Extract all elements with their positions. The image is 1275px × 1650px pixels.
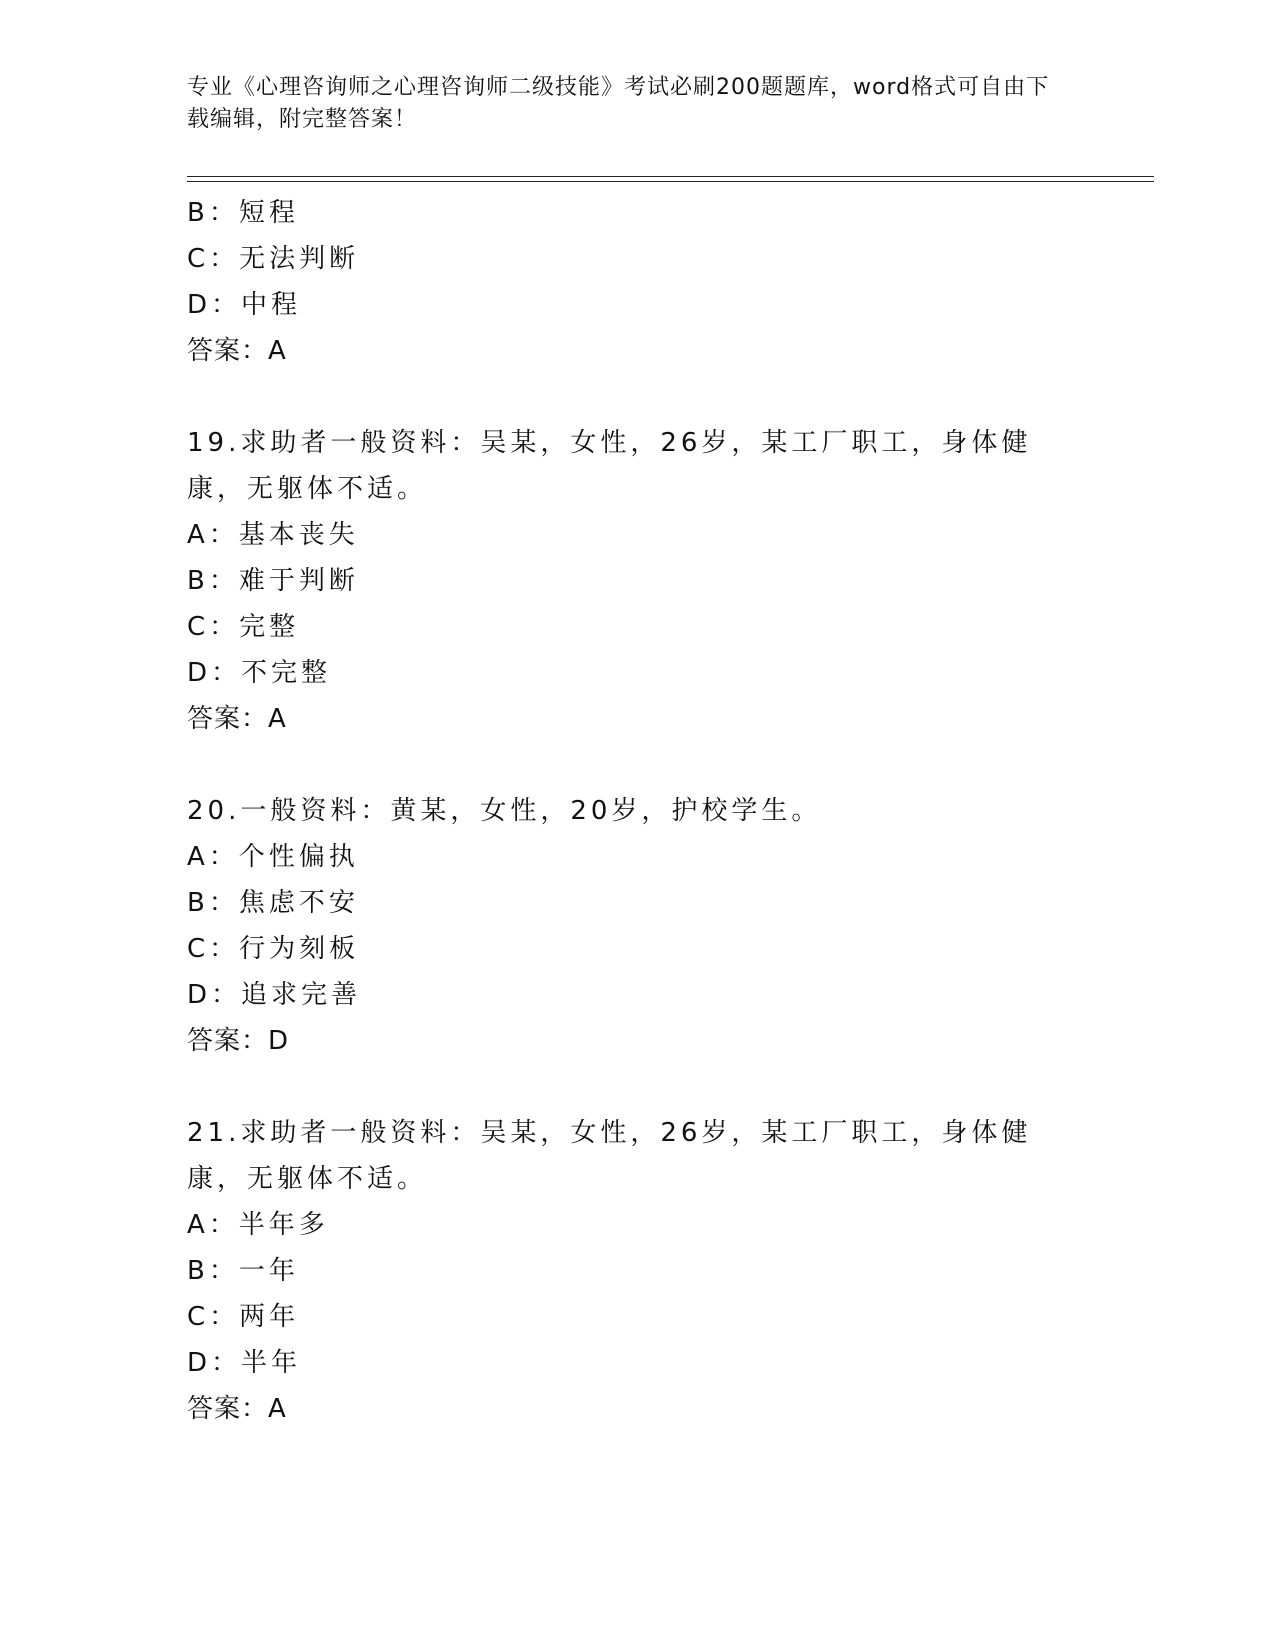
option-d: D：中程	[187, 290, 302, 320]
answer-line: 答案：D	[187, 1026, 290, 1056]
option-b: B：难于判断	[187, 566, 359, 596]
spacer	[187, 1064, 1147, 1110]
option-c: C：两年	[187, 1302, 300, 1332]
question-list	[187, 190, 1147, 1432]
header-rule-bottom	[187, 181, 1154, 182]
option-c: C：行为刻板	[187, 934, 360, 964]
option-a: A：个性偏执	[187, 842, 359, 872]
option-a: A：半年多	[187, 1210, 329, 1240]
question-text: 20.一般资料：黄某，女性，20岁，护校学生。	[187, 796, 822, 826]
spacer	[187, 374, 1147, 420]
question-19	[187, 420, 1147, 742]
question-text: 21.求助者一般资料：吴某，女性，26岁，某工厂职工，身体健康，无躯体不适。	[187, 1118, 1032, 1194]
answer-line: 答案：A	[187, 1394, 287, 1424]
answer-line: 答案：A	[187, 336, 287, 366]
question-21	[187, 1110, 1147, 1432]
spacer	[187, 742, 1147, 788]
option-a: A：基本丧失	[187, 520, 359, 550]
header-title: 专业《心理咨询师之心理咨询师二级技能》考试必刷200题题库，word格式可自由下载编辑，附完整答案！	[187, 75, 1050, 132]
option-c: C：完整	[187, 612, 300, 642]
answer-line: 答案：A	[187, 704, 287, 734]
option-d: D：追求完善	[187, 980, 362, 1010]
question-text: 19.求助者一般资料：吴某，女性，26岁，某工厂职工，身体健康，无躯体不适。	[187, 428, 1032, 504]
option-b: B：一年	[187, 1256, 299, 1286]
question-20	[187, 788, 1147, 1064]
option-d: D：不完整	[187, 658, 332, 688]
option-b: B：焦虑不安	[187, 888, 359, 918]
option-c: C：无法判断	[187, 244, 360, 274]
document-header	[187, 72, 1067, 136]
option-d: D：半年	[187, 1348, 302, 1378]
question-18-tail	[187, 190, 1147, 374]
header-rule-top	[187, 176, 1154, 177]
option-b: B：短程	[187, 198, 299, 228]
